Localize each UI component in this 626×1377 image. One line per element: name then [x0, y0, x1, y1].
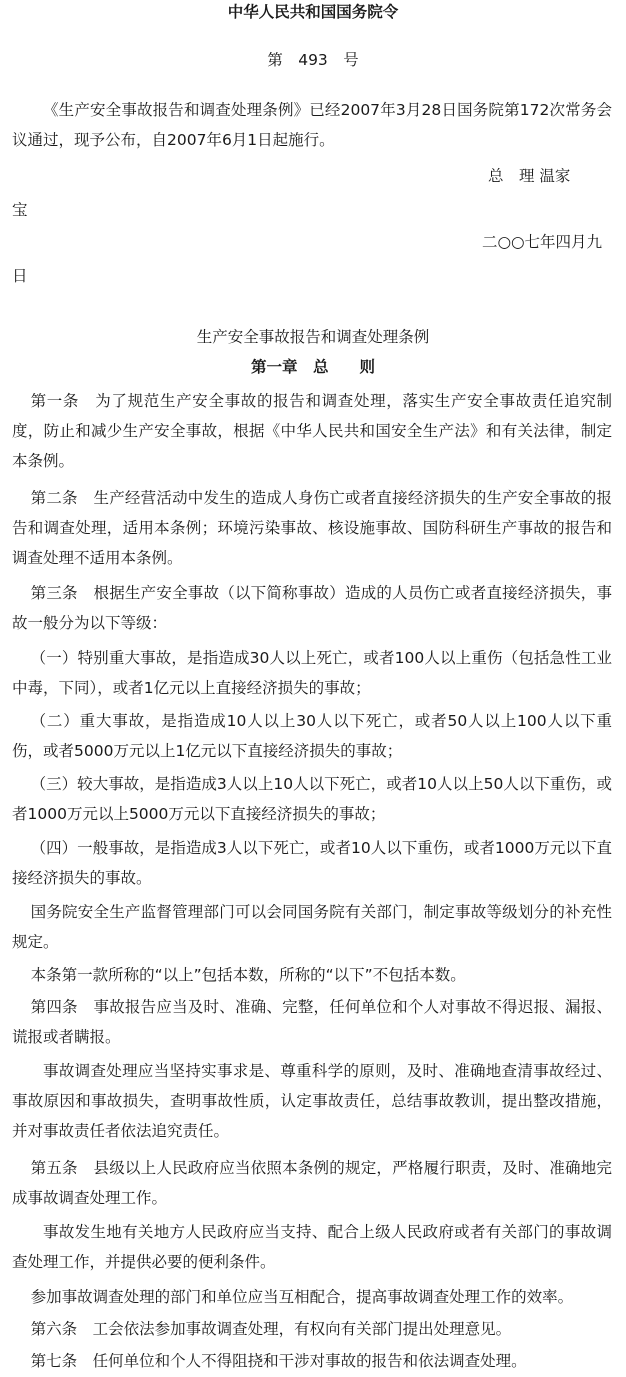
regulation-title: 生产安全事故报告和调查处理条例 — [196, 328, 430, 346]
article-3-definition: 本条第一款所称的“以上”包括本数，所称的“以下”不包括本数。 — [30, 966, 466, 984]
decree-title: 中华人民共和国国务院令 — [227, 3, 399, 21]
article-4-paragraph-2: 事故调查处理应当坚持实事求是、尊重科学的原则，及时、准确地查清事故经过、事故原因和事故损失，查明事故性质，认定事故责任，总结事故教训，提出整改措施，并对事故责任者依法追究责任。 — [12, 1062, 612, 1140]
signer-line-1: 总 理 温家 — [488, 167, 571, 185]
article-3-supplement: 国务院安全生产监督管理部门可以会同国务院有关部门，制定事故等级划分的补充性规定。 — [12, 903, 612, 951]
signer-line-2: 宝 — [12, 201, 28, 219]
article-5-paragraph-2: 事故发生地有关地方人民政府应当支持、配合上级人民政府或者有关部门的事故调查处理工作，并提供必要的便利条件。 — [12, 1223, 612, 1271]
article-3: 第三条 根据生产安全事故（以下简称事故）造成的人员伤亡或者直接经济损失，事故一般分为以下等级： — [12, 584, 612, 632]
promulgation-text: 《生产安全事故报告和调查处理条例》已经2007年3月28日国务院第172次常务会议通过，现予公布，自2007年6月1日起施行。 — [12, 101, 612, 149]
article-3-item-2: （二）重大事故，是指造成10人以上30人以下死亡，或者50人以上100人以下重伤，或者5000万元以上1亿元以下直接经济损失的事故； — [12, 712, 612, 760]
article-4: 第四条 事故报告应当及时、准确、完整，任何单位和个人对事故不得迟报、漏报、谎报或者瞒报。 — [12, 998, 612, 1046]
article-6: 第六条 工会依法参加事故调查处理，有权向有关部门提出处理意见。 — [30, 1320, 512, 1338]
article-5: 第五条 县级以上人民政府应当依照本条例的规定，严格履行职责，及时、准确地完成事故调查处理工作。 — [12, 1159, 612, 1207]
article-1: 第一条 为了规范生产安全事故的报告和调查处理，落实生产安全事故责任追究制度，防止和减少生产安全事故，根据《中华人民共和国安全生产法》和有关法律，制定本条例。 — [12, 392, 612, 470]
date-line-2: 日 — [12, 267, 28, 285]
article-3-item-4: （四）一般事故，是指造成3人以下死亡，或者10人以下重伤，或者1000万元以下直接经济损失的事故。 — [12, 839, 612, 887]
article-7: 第七条 任何单位和个人不得阻挠和干涉对事故的报告和依法调查处理。 — [30, 1352, 527, 1370]
article-2: 第二条 生产经营活动中发生的造成人身伤亡或者直接经济损失的生产安全事故的报告和调查处理，适用本条例；环境污染事故、核设施事故、国防科研生产事故的报告和调查处理不适用本条例。 — [12, 489, 612, 567]
article-3-item-1: （一）特别重大事故，是指造成30人以上死亡，或者100人以上重伤（包括急性工业中毒，下同），或者1亿元以上直接经济损失的事故； — [12, 649, 612, 697]
chapter-heading: 第一章 总 则 — [250, 358, 375, 376]
decree-number: 第 493 号 — [267, 51, 359, 69]
article-3-item-3: （三）较大事故，是指造成3人以上10人以下死亡，或者10人以上50人以下重伤，或者1000万元以上5000万元以下直接经济损失的事故； — [12, 775, 612, 823]
article-5-paragraph-3: 参加事故调查处理的部门和单位应当互相配合，提高事故调查处理工作的效率。 — [30, 1288, 574, 1306]
date-line-1: 二○○七年四月九 — [482, 233, 603, 251]
